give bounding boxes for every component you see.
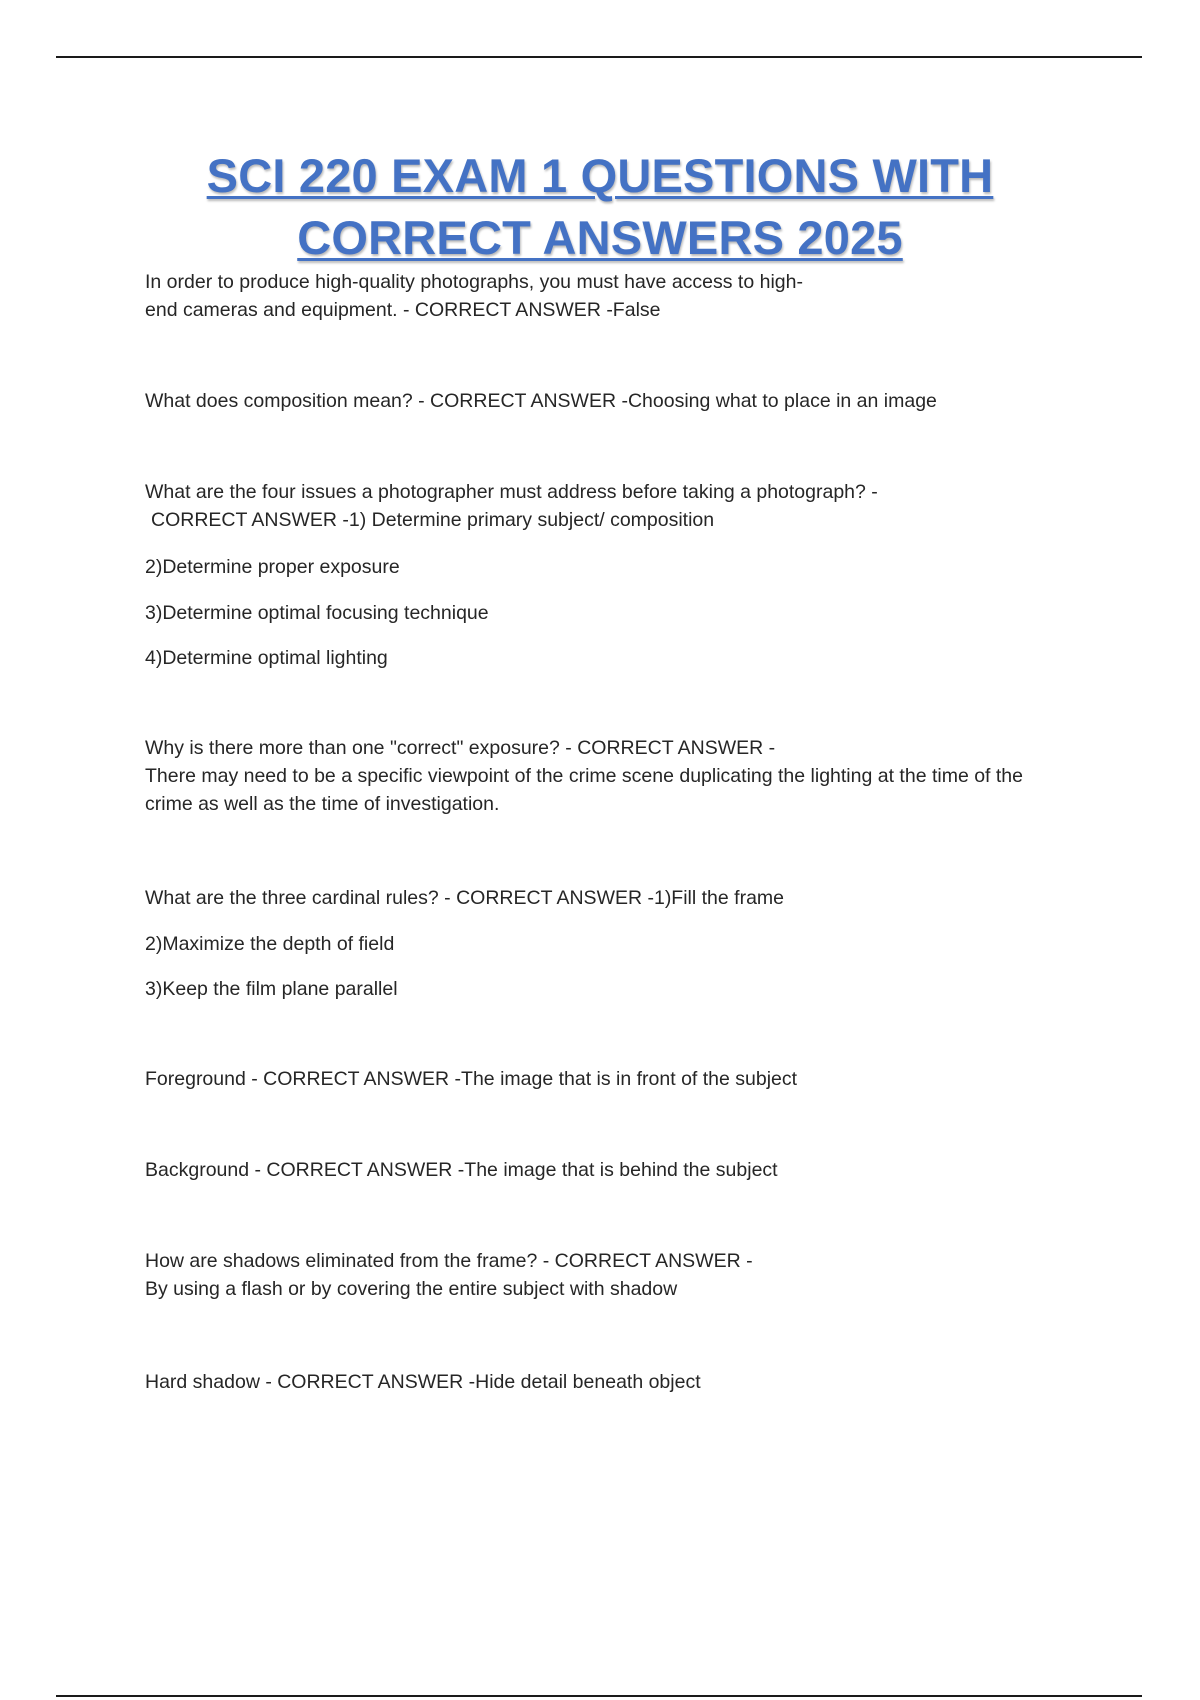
qa-line: What does composition mean? - CORRECT ANSWER -Choosing what to place in an image — [145, 390, 937, 412]
qa-line: end cameras and equipment. - CORRECT ANSWER -False — [145, 299, 661, 321]
qa-line: There may need to be a specific viewpoint of the crime scene duplicating the lighting at the time of the — [145, 765, 1023, 787]
qa-sub-line: 3)Determine optimal focusing technique — [145, 602, 489, 624]
qa-sub-line: 4)Determine optimal lighting — [145, 647, 388, 669]
qa-line: Why is there more than one "correct" exposure? - CORRECT ANSWER - — [145, 737, 776, 759]
qa-item-6 — [145, 1065, 1105, 1093]
qa-line: Foreground - CORRECT ANSWER -The image that is in front of the subject — [145, 1068, 798, 1090]
title-line-2: CORRECT ANSWERS 2025 — [297, 211, 903, 264]
qa-line: crime as well as the time of investigation. — [145, 793, 500, 815]
qa-line: CORRECT ANSWER -1) Determine primary subject/ composition — [151, 509, 715, 531]
qa-item-3-sub-1 — [145, 553, 1105, 581]
title-line-1: SCI 220 EXAM 1 QUESTIONS WITH — [206, 149, 994, 202]
qa-item-3 — [145, 478, 1105, 534]
qa-sub-line: 2)Maximize the depth of field — [145, 933, 395, 955]
qa-item-5-sub-2 — [145, 975, 1105, 1003]
qa-item-3-sub-3 — [145, 644, 1105, 672]
qa-line: How are shadows eliminated from the frame? - CORRECT ANSWER - — [145, 1250, 753, 1272]
qa-line: By using a flash or by covering the entire subject with shadow — [145, 1278, 678, 1300]
qa-line: Hard shadow - CORRECT ANSWER -Hide detail beneath object — [145, 1371, 701, 1393]
qa-item-3-sub-2 — [145, 599, 1105, 627]
qa-item-9 — [145, 1368, 1105, 1396]
qa-line: What are the three cardinal rules? - CORRECT ANSWER -1)Fill the frame — [145, 887, 785, 909]
bottom-rule — [56, 1695, 1142, 1697]
qa-line: Background - CORRECT ANSWER -The image that is behind the subject — [145, 1159, 778, 1181]
qa-item-5 — [145, 884, 1105, 912]
qa-item-8 — [145, 1247, 1105, 1303]
qa-item-1 — [145, 268, 1105, 324]
qa-line: In order to produce high-quality photographs, you must have access to high- — [145, 271, 803, 293]
qa-sub-line: 3)Keep the film plane parallel — [145, 978, 398, 1000]
qa-line: What are the four issues a photographer must address before taking a photograph? - — [145, 481, 878, 503]
qa-item-7 — [145, 1156, 1105, 1184]
qa-item-4 — [145, 734, 1105, 818]
qa-item-2 — [145, 387, 1105, 415]
qa-sub-line: 2)Determine proper exposure — [145, 556, 400, 578]
qa-item-5-sub-1 — [145, 930, 1105, 958]
top-rule — [56, 56, 1142, 58]
document-title — [0, 145, 1200, 269]
